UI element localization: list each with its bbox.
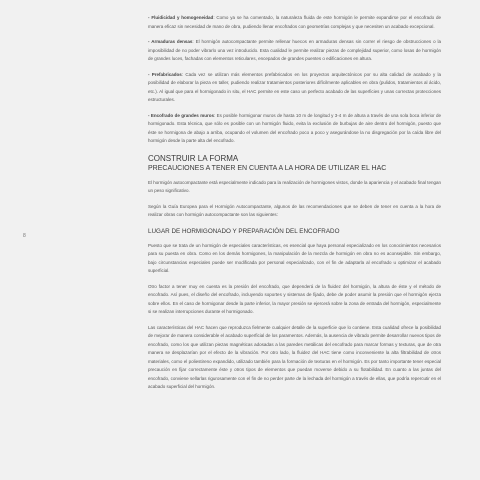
item-text: : El hormigón autocompactante permite rellenar huecos en armaduras densas sin correr el riesgo de obstrucciones o la imposibilidad de no poder vibrarlo una vez introducido. Esta cualidad le permite realizar piezas de complejidad superior, como losas de hormigón de grandes luces, fachadas con elementos reticulares, encepados de grandes puentes o edificaciones en altura. bbox=[148, 39, 441, 61]
section-paragraph: Según la Guía Europea para el Hormigón Autocompactante, algunos de las recomendaciones que se deben de tener en cuenta a la hora de realizar obras con hormigón autocompactante son las siguientes: bbox=[148, 203, 441, 217]
intro-item-precast bbox=[148, 71, 441, 105]
item-term: - Encofrado de grandes muros bbox=[148, 112, 214, 118]
subsection-title: LUGAR DE HORMIGONADO Y PREPARACIÓN DEL ENCOFRADO bbox=[148, 227, 340, 235]
intro-item-fluidity bbox=[148, 14, 441, 31]
item-text: : Es posible hormigonar muros de hasta 10 m de longitud y 3-4 m de altura a través de una sola boca inferior de hormigonado. Esta técnica, que sólo es posible con un hormigón fluido, evita la exclusión de burbujas de aire dentro del hormigón, puesto que éste se hormigona de abajo a arriba, ocupando el volumen del encofrado poco a poco y asegurándose la no disgregación por la caída libre del hormigón desde la parte alta del encofrado. bbox=[148, 112, 441, 143]
item-text: : Como ya se ha comentado, la naturaleza fluida de este hormigón le permite expandirse por el encofrado de manera eficaz sin necesidad de mano de obra, pudiendo llenar encofrados con geometrías complejas y que necesiten un acabado excepcional. bbox=[148, 15, 441, 29]
item-term: - Fluidicidad y homogeneidad bbox=[148, 15, 214, 20]
intro-item-dense-reinforcement bbox=[148, 38, 441, 64]
subsection-paragraph: Las características del HAC hacen que reproduzca fielmente cualquier detalle de la superficie que lo contiene. Esta cualidad ofrece la posibilidad de mejorar de manera considerable el acabado superficial de los paramentos. Además, la ausencia de vibrado permite desarrollar nuevos tipos de encofrado, como los que utilizan piezas magnéticas adosadas a las paredes metálicas del encofrado para marcar formas y texturas, que de otra manera se desplazarían por el efecto de la vibración. Por otro lado, la fluidez del HAC tiene como inconveniente la alta filtrabilidad de otros materiales, como el poliestireno expandido, utilizado también para la formación de texturas en el hormigón. Es por tanto importante tener especial precaución en fijar correctamente éste y otros tipos de elementos que puedan moverse debido a su flotabilidad. En cuanto a las juntas del encofrado, conviene sellarlas rigurosamente con el fin de no perder parte de la lechada del hormigón a través de ellas, que podría repercutir en el acabado superficial del hormigón. bbox=[148, 324, 441, 389]
item-text: : Cada vez se utilizan más elementos prefabricados en los proyectos arquitectónicos por su alta calidad de acabado y la posibilidad de elaborar la pieza en taller, pudiendo realizar tratamientos posteriores difícilmente aplicables en obra (pulidos, tratamientos al ácido, etc.). Al igual que para el hormigonado in situ, el HAC permite en este caso un perfecto acabado de las superficies y unas correctas protecciones estructurales. bbox=[148, 71, 441, 102]
item-term: - Armaduras densas bbox=[148, 39, 193, 44]
section-title: CONSTRUIR LA FORMA bbox=[148, 153, 239, 163]
subsection-paragraph: Puesto que se trata de un hormigón de especiales características, es esencial que haya personal especializado en los conocimientos necesarios para su puesta en obra. Como en los demás hormigones, la manipulación de la mezcla de hormigón en obra no es aconsejable. Sin embargo, bajo circunstancias especiales puede ser modificada por personal especializado, con el fin de adaptarla al encofrado u optimizar el acabado superficial. bbox=[148, 242, 441, 273]
intro-item-large-walls bbox=[148, 112, 441, 146]
subsection-paragraph: Otro factor a tener muy en cuenta es la presión del encofrado, que dependerá de la fluidez del hormigón, la altura de éste y el método de encofrado. Así pues, el diseño del encofrado, incluyendo soportes y sistemas de fijado, debe de poder asumir la presión que el hormigón ejerza sobre ellos. En el caso de hormigonar desde la parte inferior, la mayor presión se ejercerá sobre la zona de entrada del hormigón, especialmente si se realizan interrupciones durante el hormigonado. bbox=[148, 283, 441, 314]
item-term: - Prefabricados bbox=[148, 71, 182, 77]
page-content bbox=[148, 14, 441, 399]
page-number: 8 bbox=[23, 233, 26, 239]
section-subtitle: PRECAUCIONES A TENER EN CUENTA A LA HORA DE UTILIZAR EL HAC bbox=[148, 164, 387, 172]
section-paragraph: El hormigón autocompactante está especialmente indicado para la realización de hormigones vistos, donde la apariencia y el acabado final tengan un peso significativo. bbox=[148, 179, 441, 193]
